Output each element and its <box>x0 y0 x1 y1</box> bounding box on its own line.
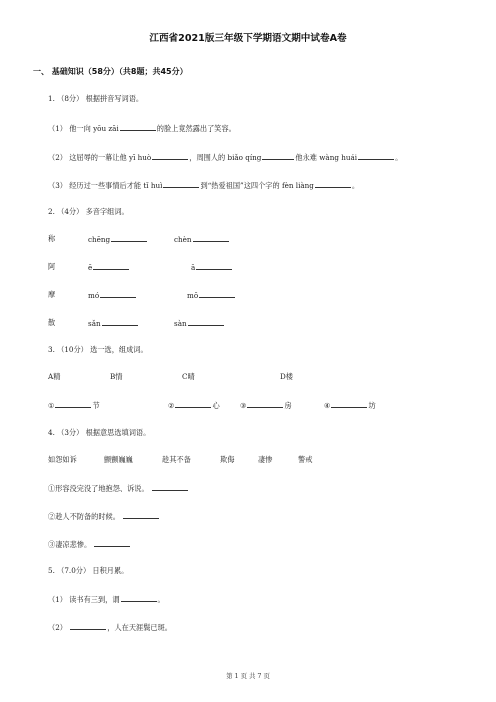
answer-blank[interactable] <box>120 123 156 131</box>
polyphone-char: 摩 <box>48 290 56 299</box>
pinyin-blank-2: sàn <box>174 318 225 329</box>
fill-row <box>48 400 468 410</box>
pinyin-blank-1: ē <box>88 262 130 273</box>
answer-blank[interactable] <box>70 622 106 630</box>
answer-blank[interactable] <box>94 539 130 547</box>
fill-item-2: ② 心 <box>168 401 220 410</box>
polyphone-row <box>48 318 468 328</box>
pinyin-blank-2: mō <box>187 290 236 301</box>
answer-blank[interactable] <box>121 594 157 602</box>
answer-blank[interactable] <box>199 290 235 298</box>
answer-blank[interactable] <box>262 152 294 160</box>
item-text: 他永难 wàng huái <box>295 153 358 162</box>
document-title: 江西省2021版三年级下学期语文期中试卷A卷 <box>149 33 347 44</box>
answer-blank[interactable] <box>247 400 283 408</box>
answer-blank[interactable] <box>315 180 351 188</box>
item-text: 到“热爱祖国”这四个字的 fèn liàng <box>200 181 314 190</box>
option-row <box>48 372 468 382</box>
question-5-heading: 5. （7.0分） 日积月累。 <box>48 566 129 575</box>
fill-item-4: ④ 坊 <box>324 401 376 410</box>
polyphone-row <box>48 290 468 300</box>
word-bank-item: 警戒 <box>298 455 313 464</box>
polyphone-char: 散 <box>48 318 56 327</box>
page-footer: 第 1 页 共 7 页 <box>226 672 270 680</box>
word-bank-item: 欺侮 <box>220 455 235 464</box>
item-text: ，周围人的 biǎo qíng <box>189 153 262 162</box>
word-bank-item: 颤颤巍巍 <box>104 455 133 464</box>
polyphone-row <box>48 262 468 272</box>
answer-blank[interactable] <box>93 262 129 270</box>
item-text: 的脸上竟然露出了笑容。 <box>156 124 236 133</box>
word-bank <box>48 455 468 465</box>
item-text: （1） 他一向 yōu zāi <box>48 124 119 133</box>
answer-blank[interactable] <box>152 483 188 491</box>
option-b: B情 <box>110 372 123 381</box>
word-bank-item: 凄惨 <box>258 455 273 464</box>
word-bank-item: 趁其不备 <box>162 455 191 464</box>
answer-blank[interactable] <box>163 180 199 188</box>
polyphone-char: 阿 <box>48 262 56 271</box>
polyphone-char: 称 <box>48 234 56 243</box>
pinyin-blank-1: mó <box>88 290 137 301</box>
question-1-item-1 <box>48 123 236 134</box>
item-text: 。 <box>351 181 360 190</box>
pinyin-blank-2: ā <box>191 262 233 273</box>
answer-blank[interactable] <box>193 234 229 242</box>
question-5-item-1: （1） 读书有三到，谓 。 <box>48 595 165 604</box>
section-heading: 一、 基础知识（58分）（共8题；共45分） <box>33 67 188 76</box>
question-1-item-3 <box>48 180 359 191</box>
option-c: C晴 <box>182 372 195 381</box>
item-text: （3） 经历过一些事情后才能 tǐ huì <box>48 181 163 190</box>
question-5-item-2: （2） ，人在天涯鬓已斑。 <box>48 623 172 632</box>
answer-blank[interactable] <box>100 290 136 298</box>
answer-blank[interactable] <box>188 318 224 326</box>
option-d: D楼 <box>280 372 293 381</box>
question-4-item-2: ②趁人不防备的时候。 <box>48 511 160 522</box>
question-2-heading: 2. （4分） 多音字组词。 <box>48 207 129 216</box>
question-4-item-1: ①形容没完没了地抱怨、诉说。 <box>48 483 189 494</box>
answer-blank[interactable] <box>111 234 147 242</box>
fill-item-3: ③ 房 <box>240 401 292 410</box>
pinyin-blank-2: chèn <box>174 234 230 245</box>
question-1-heading: 1. （8分） 根据拼音写词语。 <box>48 94 144 103</box>
question-3-heading: 3. （10分） 选一选，组成词。 <box>48 345 148 354</box>
answer-blank[interactable] <box>358 152 394 160</box>
pinyin-blank-1: chēng <box>88 234 148 245</box>
answer-blank[interactable] <box>102 318 138 326</box>
pinyin-blank-1: sǎn <box>88 318 139 329</box>
question-4-heading: 4. （3分） 根据意思选填词语。 <box>48 428 151 437</box>
answer-blank[interactable] <box>196 262 232 270</box>
polyphone-row <box>48 234 468 244</box>
word-bank-item: 如怨如诉 <box>48 455 77 464</box>
question-1-item-2 <box>48 152 402 163</box>
answer-blank[interactable] <box>331 400 367 408</box>
option-a: A精 <box>48 372 61 381</box>
answer-blank[interactable] <box>152 152 188 160</box>
item-text: （2） 这屈辱的一幕让他 yī huò <box>48 153 152 162</box>
answer-blank[interactable] <box>175 400 211 408</box>
item-text: 。 <box>395 153 403 162</box>
question-4-item-3: ③凄凉悲惨。 <box>48 539 131 550</box>
answer-blank[interactable] <box>123 511 159 519</box>
fill-item-1: ① 节 <box>48 401 100 410</box>
answer-blank[interactable] <box>55 400 91 408</box>
